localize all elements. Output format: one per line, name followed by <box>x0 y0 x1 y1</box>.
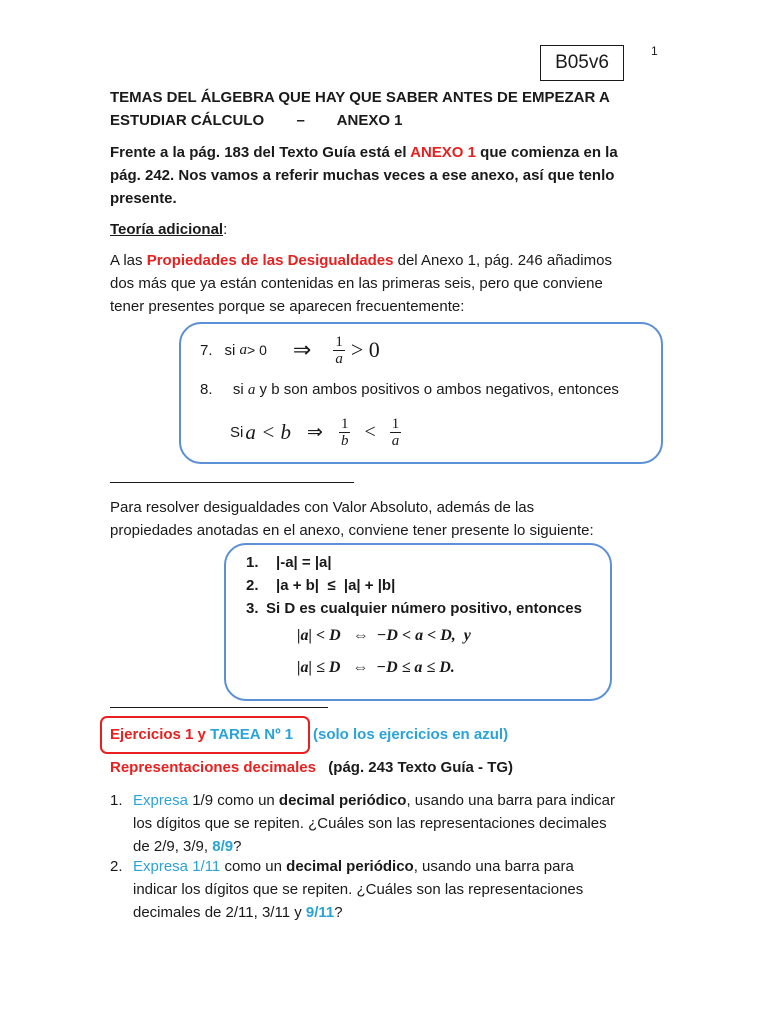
abs-properties-list <box>246 551 582 620</box>
property-8-formula: Si a < b ⇒ $\frac{1}{b}$ < $\frac{1}{a}$ <box>230 415 400 449</box>
exercise-1: 1. Expresa 1/9 como un decimal periódico, usando una barra para indicar los dígitos que se repiten. ¿Cuáles son las representaciones decimales de 2/9, 3/9, 8/9? <box>110 792 615 855</box>
code-box <box>540 45 624 81</box>
abs-prop-2: 2. |a + b| ≤ |a| + |b| <box>246 577 396 594</box>
propiedades-paragraph: A las Propiedades de las Desigualdades del Anexo 1, pág. 246 añadimos dos más que ya están contenidas en las primeras seis, pero que conviene tener presentes porque se aparecen frecuentemente: <box>110 252 612 315</box>
intro-paragraph: Frente a la pág. 183 del Texto Guía está el ANEXO 1 que comienza en la pág. 242. Nos vamos a referir muchas veces a ese anexo, así que tenlo presente. <box>110 144 618 207</box>
abs-prop-1: 1. |-a| = |a| <box>246 554 332 571</box>
property-7: 7. si a > 0 ⇒ $\frac{1}{a}$ > 0 <box>200 333 380 367</box>
separator-line-2 <box>110 707 328 708</box>
abs-value-paragraph: Para resolver desigualdades con Valor Absoluto, además de las propiedades anotadas en el anexo, conviene tener presente lo siguiente: <box>110 499 594 539</box>
code-box-text: B05v6 <box>555 52 609 73</box>
abs-equivalence-2: |a| ≤ D ⇔ −D ≤ a ≤ D. <box>297 659 455 676</box>
propiedades-highlight: Propiedades de las Desigualdades <box>146 252 394 269</box>
ejercicios-note: (solo los ejercicios en azul) <box>313 726 509 743</box>
abs-prop-3: 3. Si D es cualquier número positivo, entonces <box>246 600 582 617</box>
ejercicios-heading: Ejercicios 1 y TAREA Nº 1 <box>110 726 294 743</box>
page-number: 1 <box>651 44 658 58</box>
fraction-1-over-a-2: $\frac{1}{a}$ <box>391 415 400 449</box>
teoria-heading: Teoría adicional: <box>110 221 228 238</box>
abs-equivalence-1: |a| < D ⇔ −D < a < D, y <box>297 627 471 644</box>
property-8: 8. si a y b son ambos positivos o ambos negativos, entonces <box>200 381 619 398</box>
annex-link: ANEXO 1 <box>410 144 476 161</box>
title-dash: – <box>296 112 305 129</box>
title-line2-left: ESTUDIAR CÁLCULO <box>110 112 265 129</box>
title-line2 <box>110 109 670 132</box>
fraction-1-over-b: $\frac{1}{b}$ <box>340 415 349 449</box>
fraction-1-over-a: $\frac{1}{a}$ <box>335 333 343 367</box>
page-title <box>110 86 670 132</box>
title-annex: ANEXO 1 <box>336 112 403 129</box>
title-line1: TEMAS DEL ÁLGEBRA QUE HAY QUE SABER ANTES DE EMPEZAR A <box>110 89 610 106</box>
tarea-link: TAREA Nº 1 <box>210 726 294 743</box>
exercise-2: 2. Expresa 1/11 como un decimal periódico, usando una barra para indicar los dígitos que se repiten. ¿Cuáles son las representaciones decimales de 2/11, 3/11 y 9/11? <box>110 858 584 921</box>
separator-line <box>110 482 354 483</box>
section-heading: Representaciones decimales (pág. 243 Texto Guía - TG) <box>110 759 514 776</box>
